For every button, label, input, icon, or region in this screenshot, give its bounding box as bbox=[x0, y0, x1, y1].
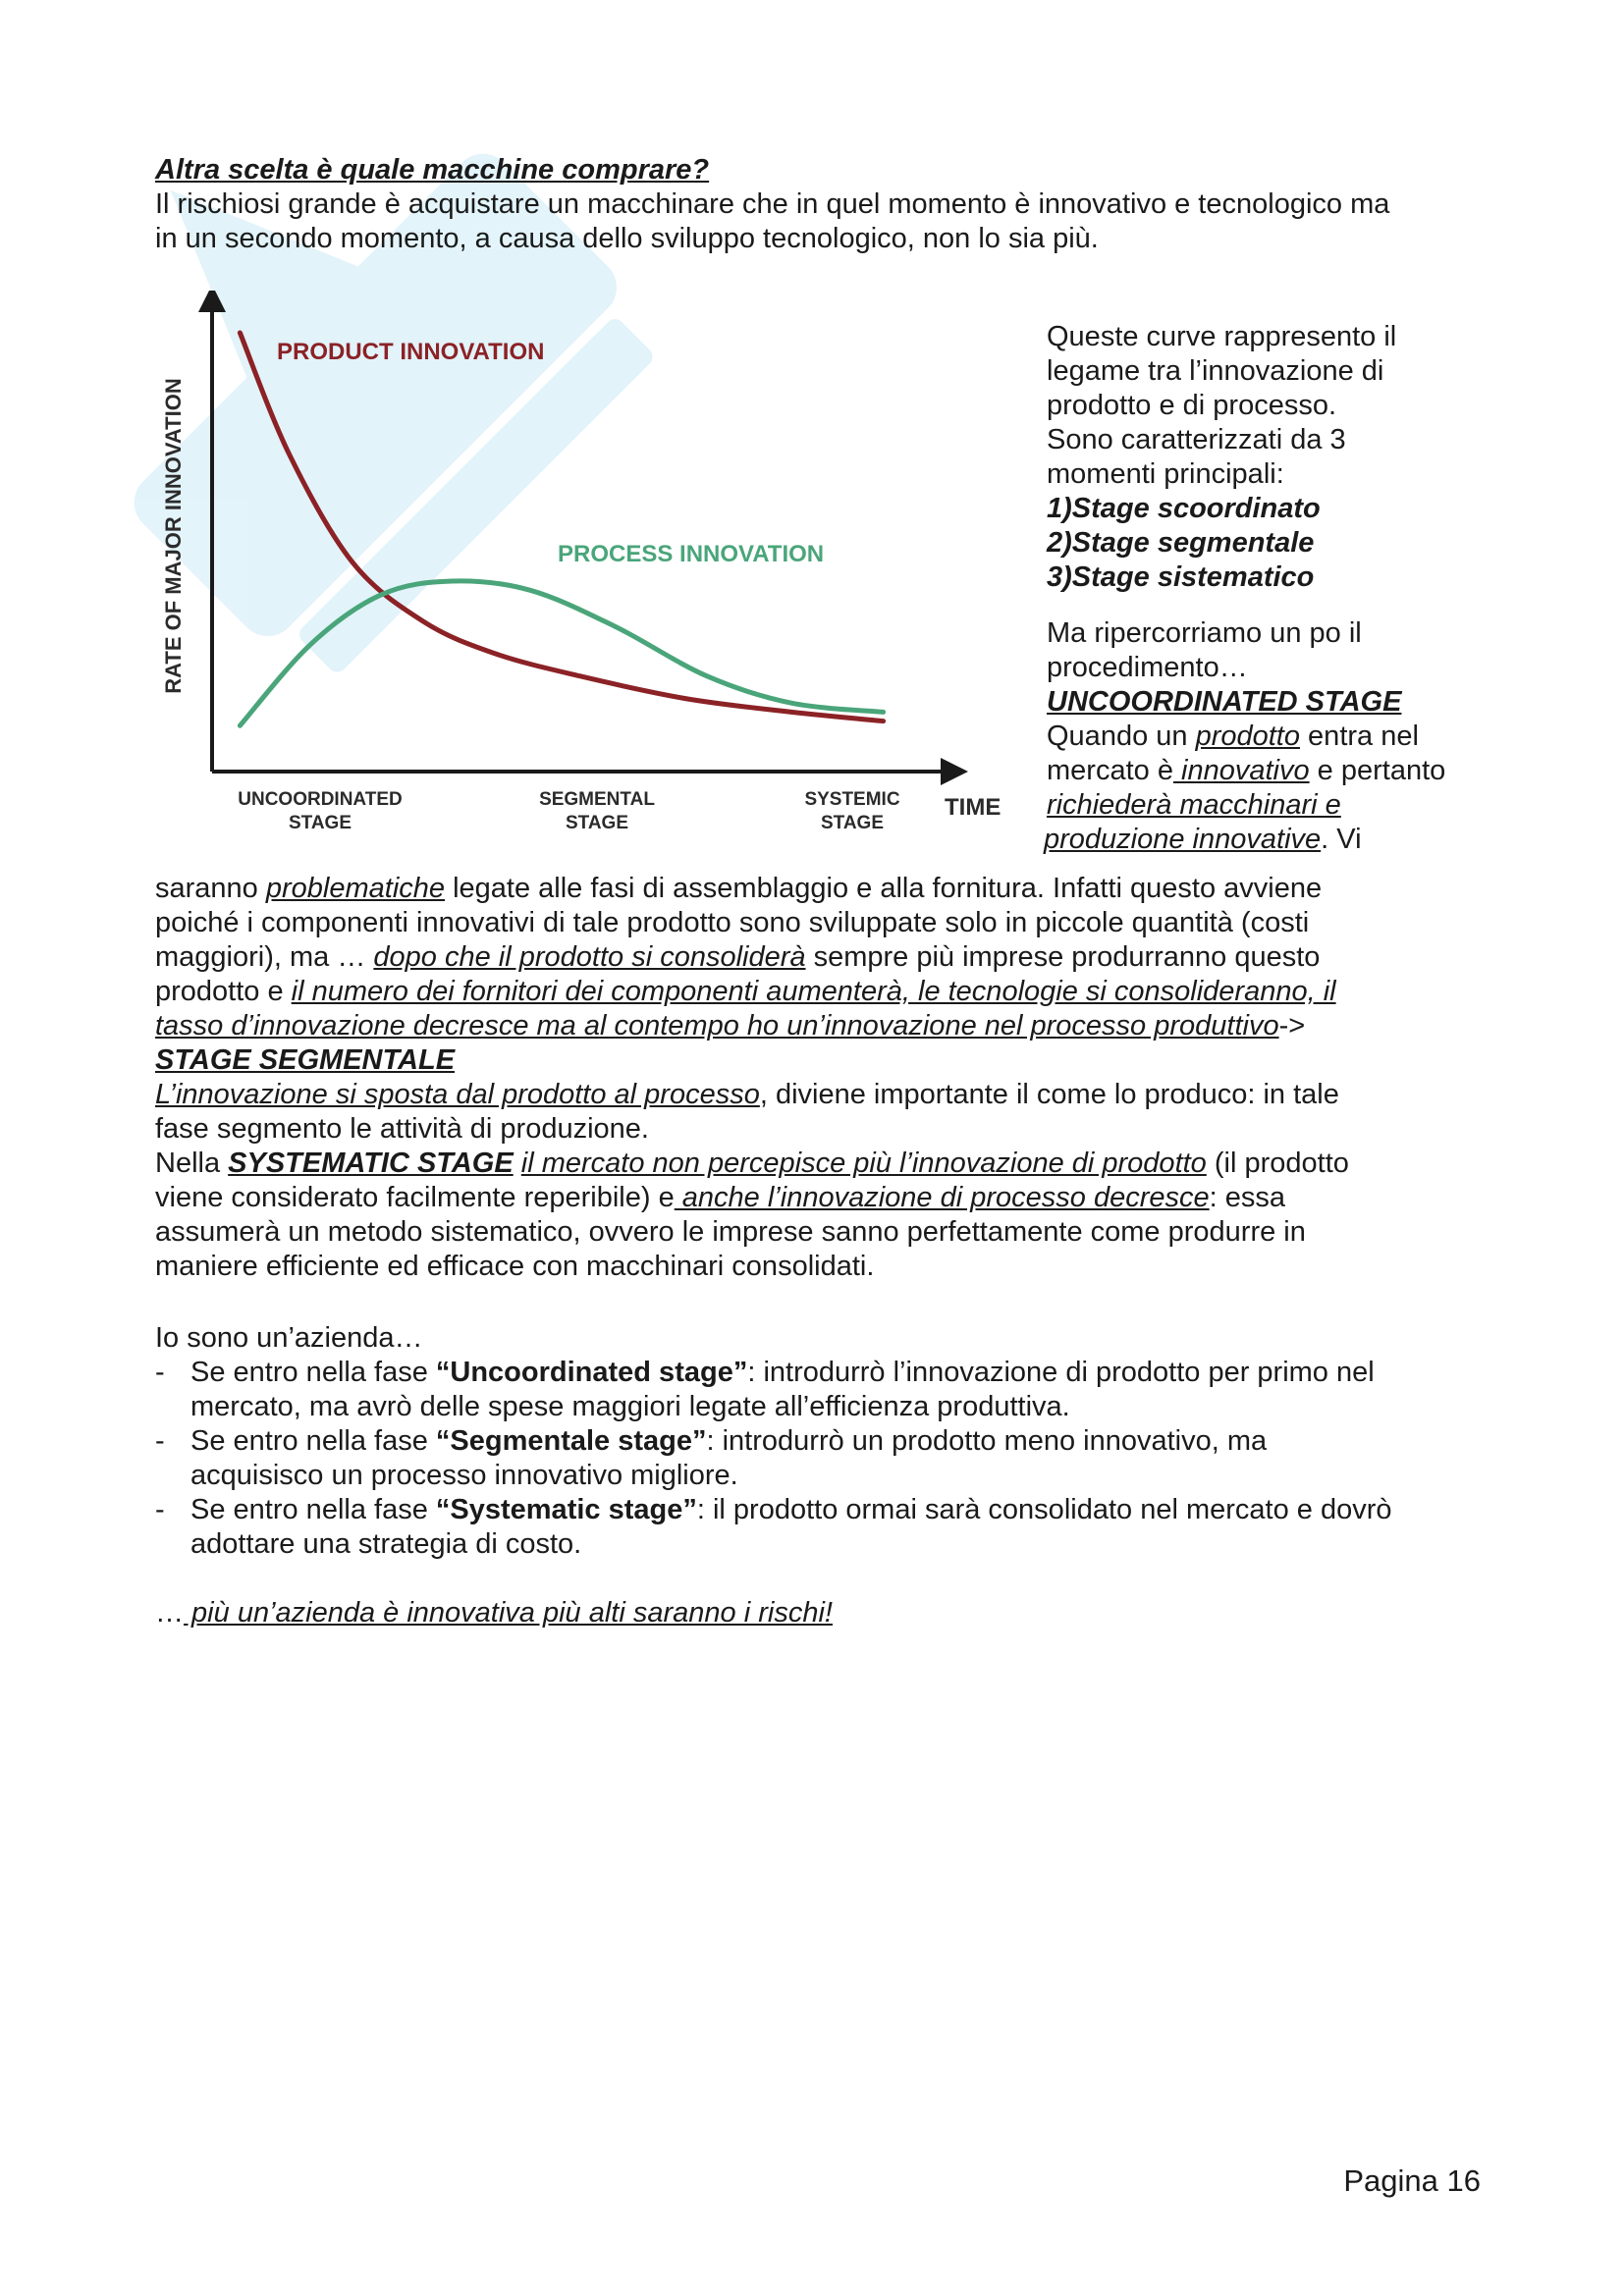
closing-line bbox=[155, 1596, 833, 1630]
body-line: poiché i componenti innovativi di tale prodotto sono sviluppate solo in piccole quantità (costi bbox=[155, 907, 1310, 938]
text-span: Nella bbox=[155, 1148, 229, 1179]
series-line-product-innovation bbox=[240, 333, 883, 721]
body-line bbox=[155, 1147, 1490, 1181]
side-line: procedimento… bbox=[1047, 652, 1248, 683]
text-span: prodotto bbox=[1195, 721, 1300, 752]
innovation-chart bbox=[147, 291, 1031, 850]
side-line: legame tra l’innovazione di bbox=[1047, 355, 1384, 387]
side-line bbox=[1047, 754, 1498, 788]
text-span: il mercato non percepisce più l’innovazione di prodotto bbox=[520, 1148, 1207, 1179]
text-span: innovativo bbox=[1172, 755, 1310, 786]
body-line: maniere efficiente ed efficace con macchinari consolidati. bbox=[155, 1251, 875, 1282]
text-span bbox=[514, 1148, 521, 1179]
text-span: adottare una strategia di costo. bbox=[190, 1528, 582, 1560]
y-axis-label: RATE OF MAJOR INNOVATION bbox=[161, 378, 186, 694]
x-tick-label: SEGMENTAL STAGE bbox=[539, 789, 655, 833]
segmental-stage-title: STAGE SEGMENTALE bbox=[155, 1044, 456, 1076]
list-item bbox=[155, 1424, 1490, 1493]
series-lines bbox=[240, 333, 883, 725]
side-line: momenti principali: bbox=[1047, 458, 1284, 490]
text-span: . Vi bbox=[1321, 824, 1362, 855]
text-span: SYSTEMATIC STAGE bbox=[228, 1148, 514, 1179]
text-span: Quando un bbox=[1047, 721, 1196, 752]
text-span: mercato è bbox=[1047, 755, 1173, 786]
text-span: saranno bbox=[155, 873, 266, 904]
body-line bbox=[155, 940, 1490, 975]
text-span: prodotto e bbox=[155, 976, 292, 1007]
text-span: più un’azienda è innovativa più alti saranno i rischi! bbox=[184, 1597, 833, 1629]
text-span: produzione innovative bbox=[1044, 824, 1322, 855]
body-line bbox=[155, 1009, 1490, 1043]
list-item bbox=[155, 1493, 1490, 1562]
text-span: viene considerato facilmente reperibile) e bbox=[155, 1182, 675, 1213]
dash-bullet: - bbox=[155, 1425, 165, 1457]
side-line: Sono caratterizzati da 3 bbox=[1047, 424, 1346, 455]
x-tick-label: SYSTEMIC STAGE bbox=[804, 789, 900, 833]
stage-item-3: 3)Stage sistematico bbox=[1047, 561, 1315, 593]
uncoordinated-stage-title: UNCOORDINATED STAGE bbox=[1047, 686, 1402, 718]
intro-heading: Altra scelta è quale macchine comprare? bbox=[155, 154, 710, 186]
text-span: , diviene importante il come lo produco: in tale bbox=[759, 1079, 1339, 1110]
text-span: Se entro nella fase bbox=[190, 1425, 436, 1457]
text-span: acquisisco un processo innovativo migliore. bbox=[190, 1460, 738, 1491]
stage-item-1: 1)Stage scoordinato bbox=[1047, 493, 1321, 524]
text-span: e pertanto bbox=[1309, 755, 1446, 786]
side-line: richiederà macchinari e bbox=[1047, 789, 1341, 821]
text-span: “Uncoordinated stage” bbox=[435, 1357, 748, 1388]
text-span: : essa bbox=[1209, 1182, 1285, 1213]
x-tick-labels bbox=[238, 789, 900, 833]
text-span: dopo che il prodotto si consoliderà bbox=[373, 941, 806, 973]
x-tick-label: UNCOORDINATED STAGE bbox=[238, 789, 403, 833]
text-span: L’innovazione si sposta dal prodotto al processo bbox=[155, 1079, 760, 1110]
text-span: … bbox=[155, 1597, 184, 1629]
scenario-list bbox=[155, 1356, 1490, 1562]
side-line bbox=[1044, 823, 1498, 857]
text-span: -> bbox=[1278, 1010, 1306, 1041]
series-labels bbox=[277, 339, 824, 567]
text-span: legate alle fasi di assemblaggio e alla fornitura. Infatti questo avviene bbox=[445, 873, 1323, 904]
side-line: prodotto e di processo. bbox=[1047, 390, 1337, 421]
text-span: “Segmentale stage” bbox=[435, 1425, 707, 1457]
side-line: Ma ripercorriamo un po il bbox=[1047, 617, 1362, 649]
text-span: sempre più imprese produrranno questo bbox=[805, 941, 1321, 973]
text-span: entra nel bbox=[1300, 721, 1419, 752]
dash-bullet: - bbox=[155, 1494, 165, 1525]
series-label: PRODUCT INNOVATION bbox=[277, 339, 545, 365]
intro-line: in un secondo momento, a causa dello sviluppo tecnologico, non lo sia più. bbox=[155, 223, 1099, 254]
body-paragraphs bbox=[155, 872, 1490, 1284]
list-lead: Io sono un’azienda… bbox=[155, 1322, 423, 1354]
x-axis-label: TIME bbox=[945, 794, 1001, 821]
body-line: fase segmento le attività di produzione. bbox=[155, 1113, 649, 1145]
company-scenarios bbox=[155, 1321, 1490, 1562]
side-line: Queste curve rappresento il bbox=[1047, 321, 1397, 352]
text-span: Se entro nella fase bbox=[190, 1357, 436, 1388]
stage-item-2: 2)Stage segmentale bbox=[1047, 527, 1315, 559]
series-label: PROCESS INNOVATION bbox=[558, 541, 825, 567]
text-span: : introdurrò un prodotto meno innovativo, ma bbox=[706, 1425, 1268, 1457]
text-span: Se entro nella fase bbox=[190, 1494, 436, 1525]
body-line bbox=[155, 1078, 1490, 1112]
text-span: (il prodotto bbox=[1206, 1148, 1349, 1179]
page-number: Pagina 16 bbox=[1343, 2163, 1481, 2198]
side-line bbox=[1047, 720, 1498, 754]
text-span: maggiori), ma … bbox=[155, 941, 374, 973]
chart-description bbox=[1044, 320, 1498, 857]
intro-section bbox=[155, 153, 1490, 256]
body-line: assumerà un metodo sistematico, ovvero le imprese sanno perfettamente come produrre in bbox=[155, 1216, 1306, 1248]
text-span: : introdurrò l’innovazione di prodotto per primo nel bbox=[747, 1357, 1375, 1388]
intro-line: Il rischiosi grande è acquistare un macchinare che in quel momento è innovativo e tecnologico ma bbox=[155, 188, 1390, 220]
list-item bbox=[155, 1356, 1490, 1424]
body-line bbox=[155, 872, 1490, 906]
text-span: anche l’innovazione di processo decresce bbox=[674, 1182, 1210, 1213]
body-line bbox=[155, 1181, 1490, 1215]
text-span: problematiche bbox=[265, 873, 446, 904]
series-line-process-innovation bbox=[240, 581, 883, 725]
text-span: il numero dei fornitori dei componenti aumenterà, le tecnologie si consolideranno, il bbox=[291, 976, 1336, 1007]
dash-bullet: - bbox=[155, 1357, 165, 1388]
text-span: mercato, ma avrò delle spese maggiori legate all’efficienza produttiva. bbox=[190, 1391, 1070, 1422]
body-line bbox=[155, 975, 1490, 1009]
text-span: tasso d’innovazione decresce ma al contempo ho un’innovazione nel processo produttivo bbox=[155, 1010, 1279, 1041]
text-span: “Systematic stage” bbox=[435, 1494, 697, 1525]
text-span: : il prodotto ormai sarà consolidato nel mercato e dovrò bbox=[696, 1494, 1392, 1525]
